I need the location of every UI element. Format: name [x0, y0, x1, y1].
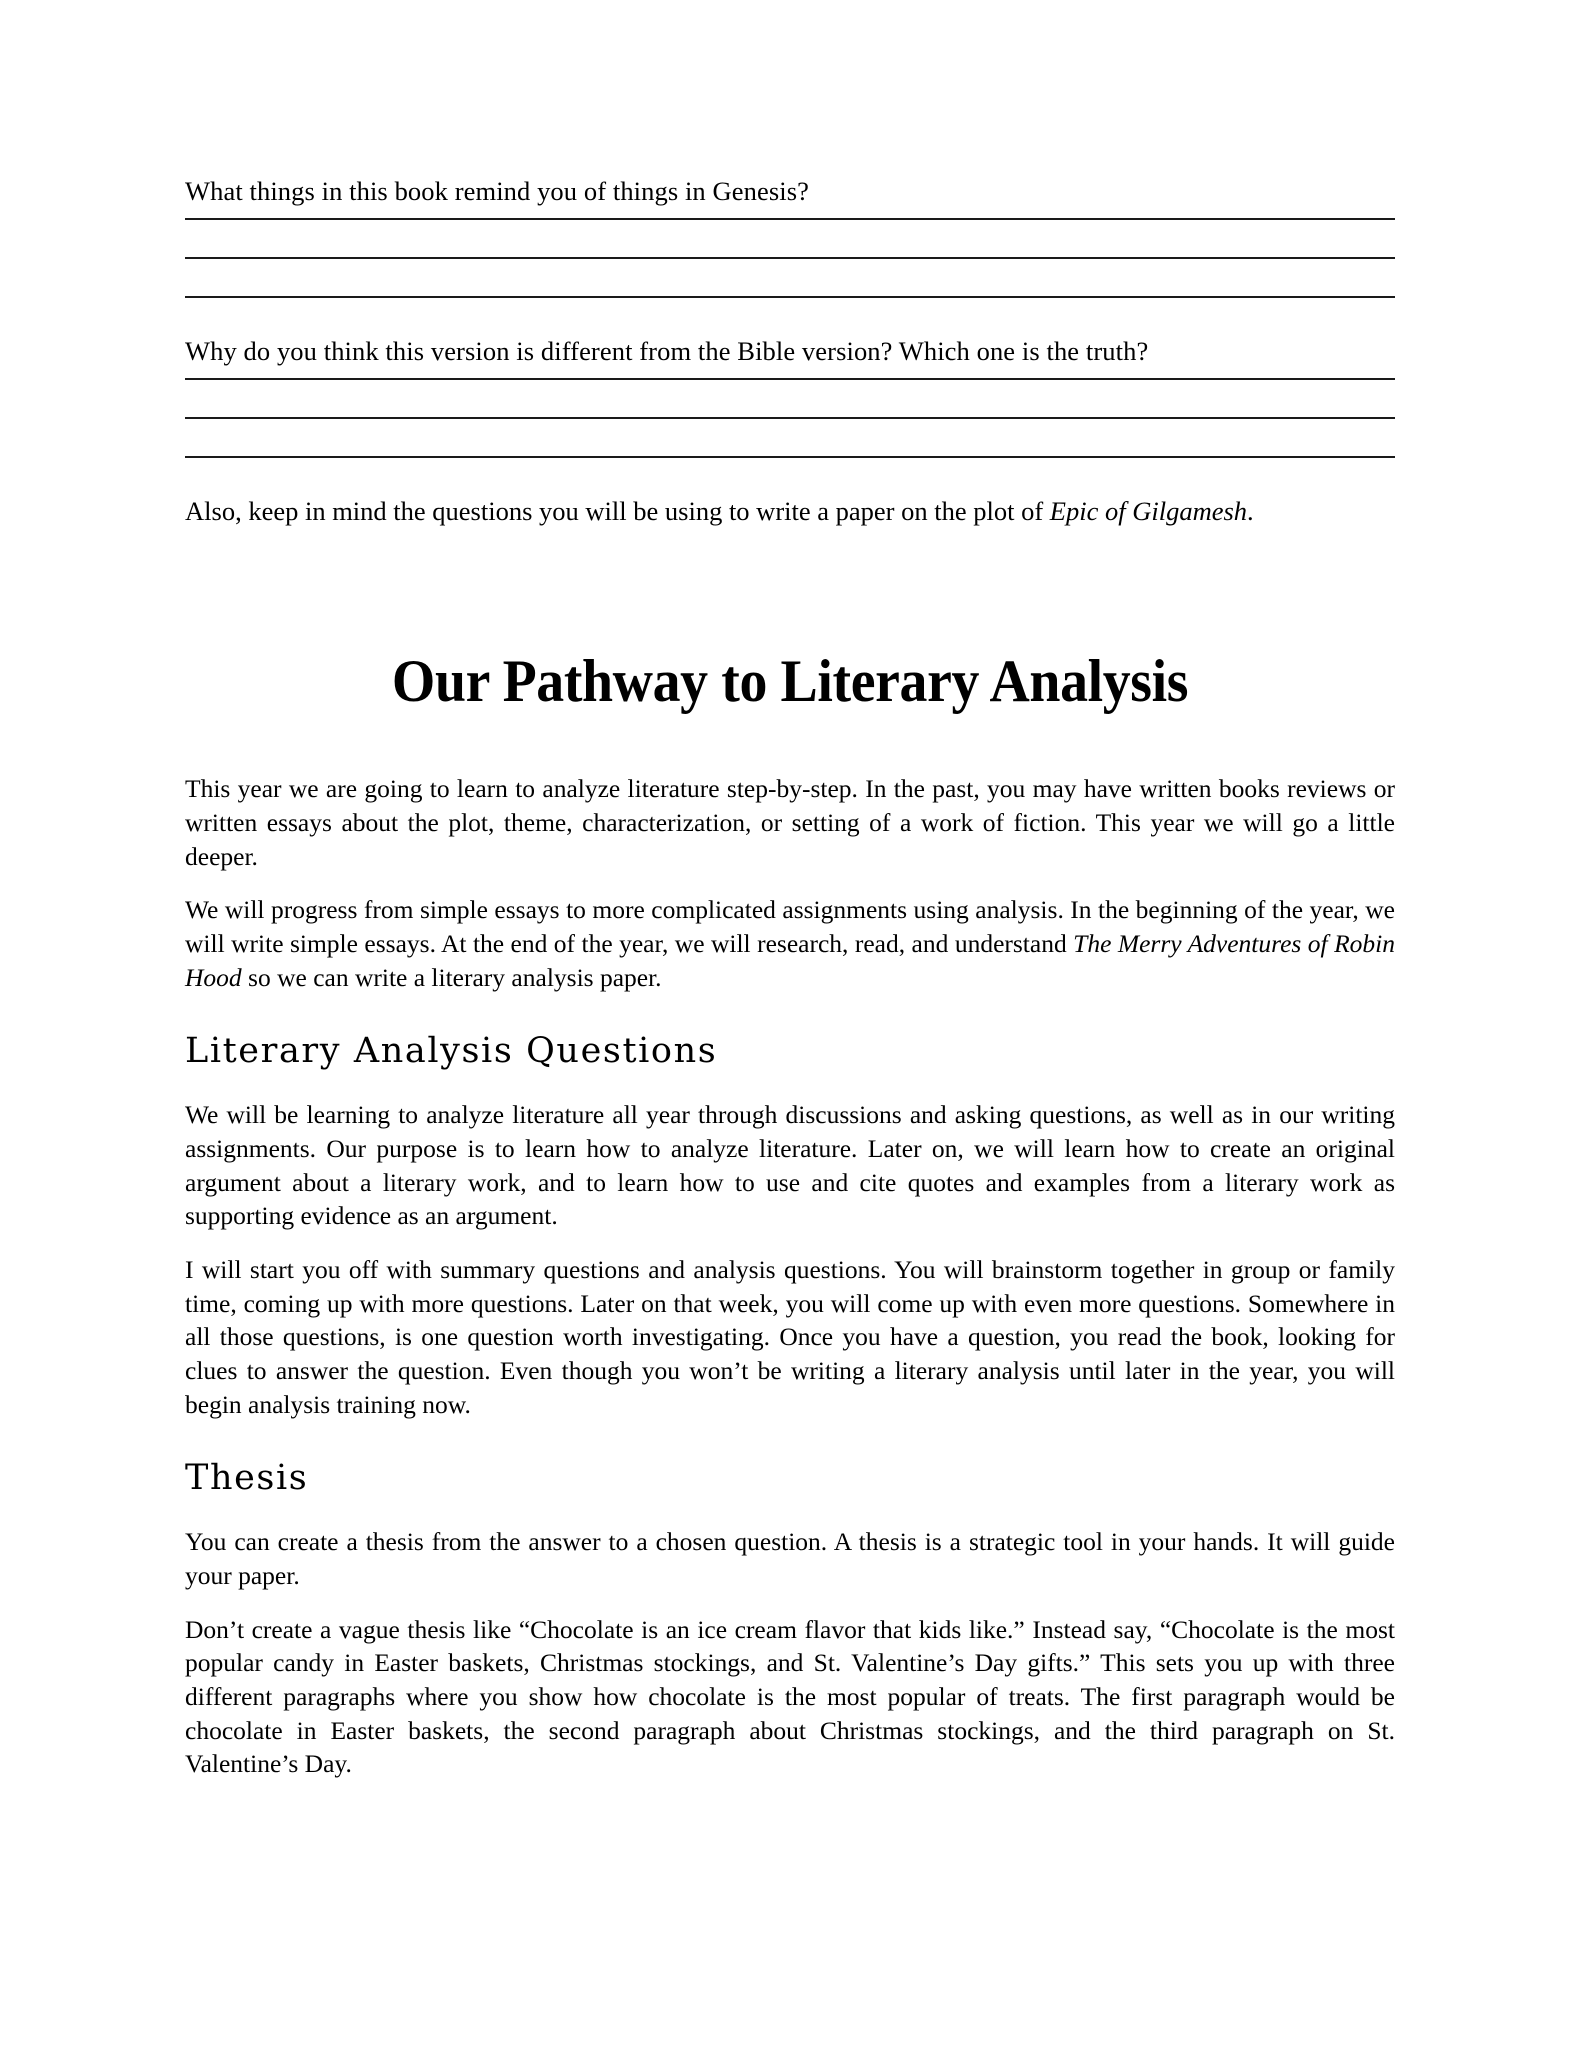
section-paragraph: I will start you off with summary questions and analysis questions. You will brainstorm together in group or family time, coming up with more questions. Later on that week, you will come up with even more questions. Somewhere in all those questions, is one question worth investigating. Once you have a question, you read the book, looking for clues to answer the question. Even though you won’t be writing a literary analysis until later in the year, you will begin analysis training now.	[185, 1254, 1395, 1419]
worksheet-note	[185, 495, 1395, 528]
section-paragraph: We will be learning to analyze literature all year through discussions and asking questions, as well as in our writing assignments. Our purpose is to learn how to analyze literature. Later on, we will learn how to create an original argument about a literary work, and to learn how to use and cite quotes and examples from a literary work as supporting evidence as an argument.	[185, 1100, 1395, 1231]
progress-paragraph	[185, 893, 1395, 994]
answer-line[interactable]	[185, 257, 1395, 259]
section-paragraph: You can create a thesis from the answer to a chosen question. A thesis is a strategic tool in your hands. It will guide your paper.	[185, 1527, 1395, 1590]
answer-line[interactable]	[185, 218, 1395, 220]
answer-line[interactable]	[185, 456, 1395, 458]
page-title: Our Pathway to Literary Analysis	[391, 648, 1189, 715]
section-paragraph: Don’t create a vague thesis like “Chocolate is an ice cream flavor that kids like.” Instead say, “Chocolate is the most popular candy in Easter baskets, Christmas stockings, and St. Valentine’s Day gifts.” This sets you up with three different paragraphs where you show how chocolate is the most popular of treats. The first paragraph would be chocolate in Easter baskets, the second paragraph about Christmas stockings, and the third paragraph on St. Valentine’s Day.	[185, 1614, 1395, 1779]
worksheet-note-prefix: Also, keep in mind the questions you will be using to write a paper on the plot of	[185, 496, 1050, 527]
question-prompt-2: Why do you think this version is different from the Bible version? Which one is the truth?	[185, 336, 1149, 367]
worksheet-question-2	[185, 335, 1395, 458]
worksheet-note-suffix: .	[1247, 496, 1254, 527]
answer-line[interactable]	[185, 378, 1395, 380]
answer-line[interactable]	[185, 296, 1395, 298]
section-heading-literary-analysis-questions: Literary Analysis Questions	[185, 1031, 718, 1072]
progress-paragraph-book-title: The Merry Adventures of Robin Hood	[185, 929, 1396, 992]
worksheet-note-book-title: Epic of Gilgamesh	[1049, 496, 1248, 527]
answer-lines-2	[185, 378, 1395, 458]
worksheet-question-1	[185, 175, 1395, 298]
question-prompt-1: What things in this book remind you of things in Genesis?	[185, 176, 809, 206]
progress-paragraph-after: so we can write a literary analysis paper.	[241, 962, 662, 992]
progress-paragraph-before: We will progress from simple essays to more complicated assignments using analysis. In the beginning of the year, we will write simple essays. At the end of the year, we will research, read, and understand	[185, 895, 1395, 958]
page-content	[185, 175, 1395, 1801]
answer-lines-1	[185, 218, 1395, 298]
answer-line[interactable]	[185, 417, 1395, 419]
intro-paragraph: This year we are going to learn to analyze literature step-by-step. In the past, you may have written books reviews or written essays about the plot, theme, characterization, or setting of a work of fiction. This year we will go a little deeper.	[185, 774, 1395, 871]
section-heading-thesis: Thesis	[185, 1458, 309, 1499]
